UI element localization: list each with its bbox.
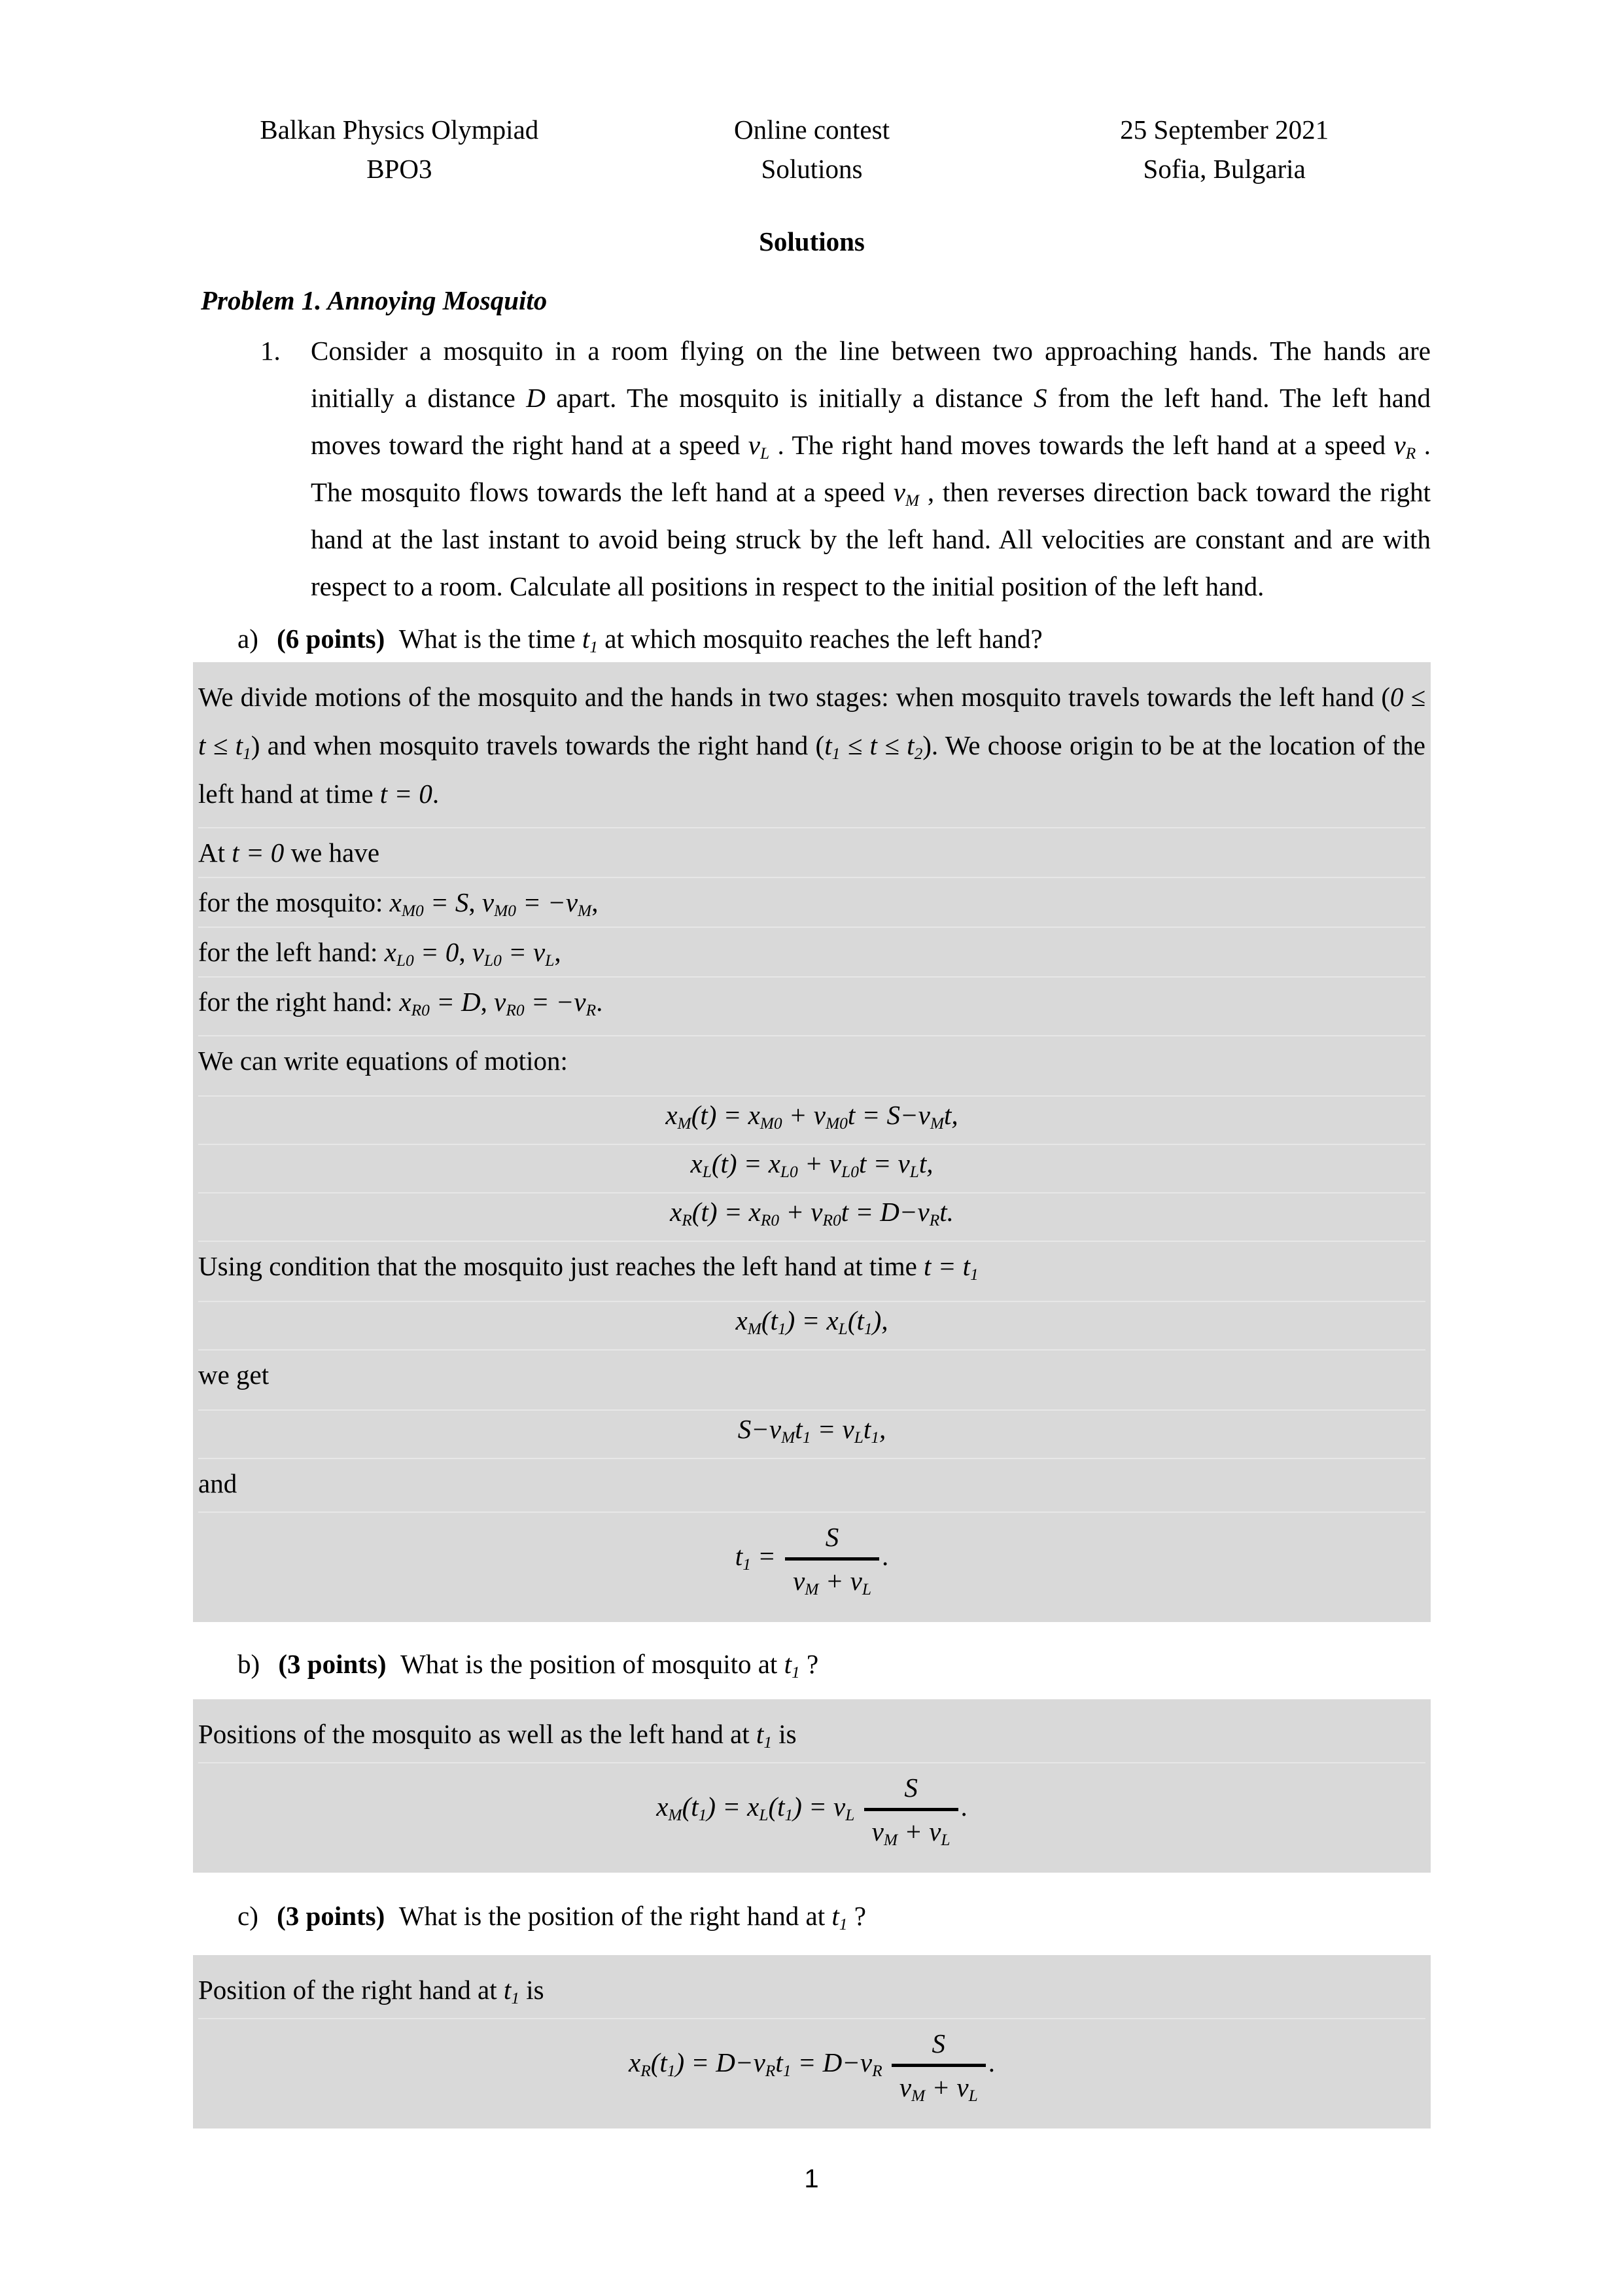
question-c — [237, 1896, 1431, 1935]
equation-t1-result — [198, 1511, 1425, 1608]
question-b-text: What is the position of mosquito at $t_1$ ? — [400, 1649, 819, 1682]
fraction-xr-t1-denominator: $v_M + v_L$ — [892, 2064, 986, 2102]
header-right — [1018, 110, 1431, 188]
question-b — [237, 1644, 1431, 1684]
solution-a-at-t0: At t = 0 we have — [198, 827, 1425, 877]
header-left-line2: BPO3 — [366, 154, 432, 184]
question-c-points: (3 points) — [277, 1901, 385, 1931]
page-content — [193, 0, 1431, 2128]
header-left — [193, 110, 606, 188]
header-center-line2: Solutions — [761, 154, 863, 184]
problem-statement-text: Consider a mosquito in a room flying on the line between two approaching hands. The hands are initially a distance D apart. The mosquito is initially a distance S from the left hand. The left hand moves toward the right hand at a speed $v_L$ . The right hand moves towards the left hand at a speed $v_R$ . The mosquito flows towards the left hand at a speed $v_M$ , then reverses direction back toward the right hand at the last instant to avoid being struck by the left hand. All velocities are constant and are with respect to a room. Calculate all positions in respect to the initial position of the left hand. — [311, 336, 1431, 601]
fraction-xr-t1-numerator: S — [932, 2028, 946, 2058]
solution-c-box — [193, 1955, 1431, 2128]
equation-t1-lhs: $t_1$ = — [735, 1540, 783, 1574]
fraction-t1 — [785, 1522, 879, 1599]
fraction-xm-t1-denominator: $v_M + v_L$ — [864, 1808, 958, 1846]
equation-xm: $x_M(t) = x_{M0} + v_{M0}t = S-v_Mt$, — [198, 1095, 1425, 1133]
equation-xl: $x_L(t) = x_{L0} + v_{L0}t = v_Lt$, — [198, 1144, 1425, 1182]
equation-xr-t1-lhs: $x_R(t_1) = D-v_Rt_1 = D-v_R$ — [629, 2047, 882, 2081]
header-left-line1: Balkan Physics Olympiad — [260, 115, 539, 145]
equation-xr-t1-period: . — [988, 2047, 995, 2077]
header-right-line2: Sofia, Bulgaria — [1143, 154, 1306, 184]
equation-xm-t1-result — [198, 1762, 1425, 1858]
equation-sv: $S-v_Mt_1 = v_Lt_1$, — [198, 1409, 1425, 1447]
solution-a-right-hand-line: for the right hand: $x_{R0} = D$, $v_{R0} = -v_R$. — [198, 976, 1425, 1026]
equation-condition: $x_M(t_1) = x_L(t_1)$, — [198, 1301, 1425, 1339]
solution-b-box — [193, 1699, 1431, 1873]
document-header — [193, 110, 1431, 188]
solution-c-intro: Position of the right hand at $t_1$ is — [198, 1975, 544, 2008]
problem-statement-item — [193, 327, 1431, 610]
equation-t1-period: . — [881, 1540, 889, 1571]
fraction-t1-denominator: $v_M + v_L$ — [785, 1557, 879, 1596]
question-a-points: (6 points) — [277, 624, 385, 654]
question-b-marker: b) — [237, 1649, 260, 1679]
solution-a-using-condition: Using condition that the mosquito just reaches the left hand at time $t = t_1$ — [198, 1241, 1425, 1290]
question-b-points: (3 points) — [278, 1649, 387, 1679]
header-right-line1: 25 September 2021 — [1120, 115, 1329, 145]
solution-a-eq-intro: We can write equations of motion: — [198, 1035, 1425, 1085]
solution-b-intro: Positions of the mosquito as well as the left hand at $t_1$ is — [198, 1719, 797, 1752]
question-a — [237, 619, 1431, 658]
header-center-line1: Online contest — [734, 115, 890, 145]
solution-a-left-hand-line: for the left hand: $x_{L0} = 0$, $v_{L0} = v_L$, — [198, 927, 1425, 976]
header-center — [606, 110, 1019, 188]
question-a-marker: a) — [237, 624, 258, 654]
fraction-xm-t1-numerator: S — [904, 1773, 918, 1803]
solution-a-paragraph: We divide motions of the mosquito and the hands in two stages: when mosquito travels towards the left hand $(0 \le t \le t_1)$ and when mosquito travels towards the right hand $(t_1 \le t \le t_2)$. We choose origin to be at the location of the left hand at time t = 0. — [198, 682, 1425, 809]
fraction-t1-numerator: S — [825, 1522, 839, 1552]
problem-heading: Problem 1. Annoying Mosquito — [201, 285, 548, 315]
question-c-marker: c) — [237, 1901, 258, 1931]
page-number: 1 — [804, 2164, 819, 2193]
equation-xr-t1-result — [198, 2018, 1425, 2114]
fraction-xm-t1 — [864, 1773, 958, 1850]
page-title: Solutions — [759, 226, 865, 256]
solution-a-mosquito-line: for the mosquito: $x_{M0} = S$, $v_{M0} = -v_M$, — [198, 877, 1425, 927]
equation-xm-t1-lhs: $x_M(t_1) = x_L(t_1) = v_L$ — [656, 1791, 855, 1825]
problem-number: 1. — [260, 336, 281, 366]
fraction-xr-t1 — [892, 2028, 986, 2106]
solution-a-box — [193, 662, 1431, 1622]
question-a-text: What is the time $t_1$ at which mosquito reaches the left hand? — [398, 624, 1043, 657]
question-c-text: What is the position of the right hand at $t_1$ ? — [398, 1901, 866, 1934]
solution-a-and: and — [198, 1458, 1425, 1508]
equation-xm-t1-period: . — [960, 1791, 968, 1822]
solution-a-we-get: we get — [198, 1349, 1425, 1399]
equation-xr: $x_R(t) = x_{R0} + v_{R0}t = D-v_Rt$. — [198, 1192, 1425, 1230]
